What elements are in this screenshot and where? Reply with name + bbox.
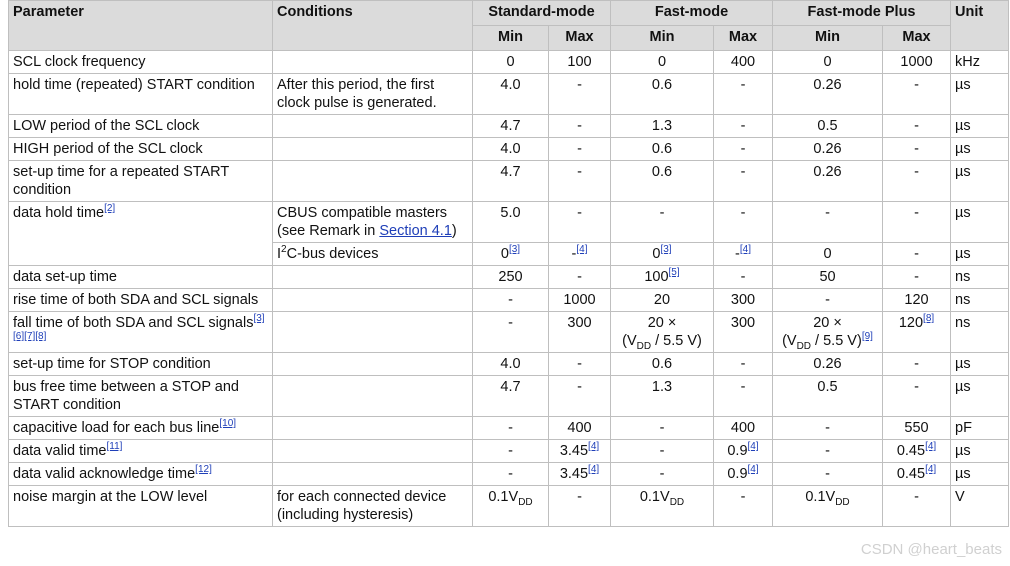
- header-min: Min: [773, 26, 883, 51]
- cell-fmplus-max: -: [883, 115, 951, 138]
- footnote-link[interactable]: [4]: [747, 464, 759, 476]
- cell-parameter: [9, 440, 273, 463]
- footnote-link[interactable]: [3]: [660, 244, 672, 256]
- cell-fast-max: 300: [714, 289, 773, 312]
- cell-fmplus-max: [883, 312, 951, 353]
- value: 3.45: [559, 443, 589, 459]
- cell-parameter: HIGH period of the SCL clock: [9, 138, 273, 161]
- table-row: [9, 463, 1009, 486]
- cell-conditions: [273, 115, 473, 138]
- cell-std-min: [473, 486, 549, 527]
- formula-open: (V: [622, 333, 637, 349]
- cell-std-max: 1000: [549, 289, 611, 312]
- subscript: DD: [669, 496, 685, 508]
- cell-conditions: [273, 353, 473, 376]
- cell-std-min: 5.0: [473, 202, 549, 243]
- cell-unit: µs: [951, 440, 1009, 463]
- param-text: capacitive load for each bus line: [13, 420, 220, 436]
- cell-std-min: -: [473, 440, 549, 463]
- footnote-link[interactable]: [5]: [668, 267, 680, 279]
- footnote-link[interactable]: [3]: [508, 244, 521, 256]
- superscript: 2: [281, 244, 287, 256]
- cell-fmplus-min: [773, 486, 883, 527]
- cell-conditions: [273, 376, 473, 417]
- cond-text-end: C-bus devices: [286, 246, 379, 262]
- cell-conditions: [273, 266, 473, 289]
- cell-fmplus-min: 0.26: [773, 74, 883, 115]
- cell-fast-min: -: [611, 417, 714, 440]
- cell-fmplus-max: -: [883, 202, 951, 243]
- cell-fmplus-min: 0.26: [773, 353, 883, 376]
- cell-std-max: -: [549, 74, 611, 115]
- cell-parameter: rise time of both SDA and SCL signals: [9, 289, 273, 312]
- cell-fast-min: -: [611, 440, 714, 463]
- cell-fmplus-min: 0.26: [773, 138, 883, 161]
- cell-std-min: 250: [473, 266, 549, 289]
- table-row: [9, 202, 1009, 243]
- value: -: [571, 246, 577, 262]
- cell-fast-max: [714, 440, 773, 463]
- cell-parameter: bus free time between a STOP and START condition: [9, 376, 273, 417]
- cell-unit: pF: [951, 417, 1009, 440]
- value: 0.1V: [488, 489, 519, 505]
- i2c-timing-table: [8, 0, 1009, 527]
- cell-fmplus-min: -: [773, 440, 883, 463]
- footnote-link[interactable]: [10]: [219, 418, 237, 430]
- cell-fast-min: [611, 486, 714, 527]
- cell-fmplus-max: -: [883, 266, 951, 289]
- param-text: fall time of both SDA and SCL signals: [13, 315, 254, 331]
- cell-fast-max: [714, 463, 773, 486]
- cell-std-min: -: [473, 463, 549, 486]
- cell-std-max: 400: [549, 417, 611, 440]
- value: 0.45: [896, 466, 926, 482]
- cell-fast-min: [611, 243, 714, 266]
- table-row: [9, 51, 1009, 74]
- cell-std-max: -: [549, 486, 611, 527]
- header-max: Max: [549, 26, 611, 51]
- table-row: [9, 376, 1009, 417]
- cell-fmplus-max: [883, 463, 951, 486]
- cell-fmplus-min: -: [773, 202, 883, 243]
- cell-conditions: [273, 312, 473, 353]
- cell-unit: ns: [951, 289, 1009, 312]
- value: -: [735, 246, 740, 262]
- cell-std-max: 100: [549, 51, 611, 74]
- footnote-link[interactable]: [4]: [739, 244, 751, 256]
- param-text: data hold time: [13, 205, 105, 221]
- header-min: Min: [611, 26, 714, 51]
- formula-close: / 5.5 V): [811, 333, 862, 349]
- cell-parameter: noise margin at the LOW level: [9, 486, 273, 527]
- cell-std-max: [549, 463, 611, 486]
- cell-std-max: -: [549, 202, 611, 243]
- cell-fmplus-min: 0.5: [773, 115, 883, 138]
- section-link[interactable]: Section 4.1: [379, 223, 452, 239]
- cell-fmplus-max: -: [883, 243, 951, 266]
- value: 3.45: [559, 466, 589, 482]
- cell-unit: µs: [951, 161, 1009, 202]
- cell-std-min: 4.0: [473, 74, 549, 115]
- cell-fast-min: -: [611, 463, 714, 486]
- table-row: [9, 161, 1009, 202]
- cell-std-max: -: [549, 115, 611, 138]
- cell-fast-max: [714, 243, 773, 266]
- cell-fast-min: 0.6: [611, 138, 714, 161]
- cell-std-min: -: [473, 289, 549, 312]
- cell-std-max: [549, 440, 611, 463]
- cell-fast-min: 1.3: [611, 115, 714, 138]
- cell-fmplus-min: -: [773, 289, 883, 312]
- formula-close: / 5.5 V): [651, 333, 702, 349]
- cell-parameter: data set-up time: [9, 266, 273, 289]
- formula-line1: 20 ×: [813, 315, 842, 331]
- table-row: [9, 486, 1009, 527]
- cell-fmplus-max: -: [883, 353, 951, 376]
- cell-std-max: -: [549, 376, 611, 417]
- cell-fmplus-min: 0: [773, 243, 883, 266]
- cell-conditions: [273, 440, 473, 463]
- cell-conditions: [273, 463, 473, 486]
- cell-fast-max: -: [714, 115, 773, 138]
- cell-unit: µs: [951, 202, 1009, 243]
- table-row: [9, 353, 1009, 376]
- cell-fast-max: 400: [714, 417, 773, 440]
- cell-std-min: -: [473, 417, 549, 440]
- cell-std-max: -: [549, 161, 611, 202]
- cell-parameter: LOW period of the SCL clock: [9, 115, 273, 138]
- header-conditions: Conditions: [273, 1, 473, 51]
- cell-fast-min: [611, 266, 714, 289]
- cell-conditions: [273, 138, 473, 161]
- cell-unit: µs: [951, 243, 1009, 266]
- footnote-link[interactable]: [4]: [747, 441, 759, 453]
- cell-fast-max: -: [714, 202, 773, 243]
- cell-fmplus-max: -: [883, 161, 951, 202]
- header-fast-mode-plus: Fast-mode Plus: [773, 1, 951, 26]
- cell-std-min: [473, 243, 549, 266]
- value: 120: [898, 315, 924, 331]
- cell-fmplus-min: 0.5: [773, 376, 883, 417]
- formula-line1: 20 ×: [647, 315, 677, 331]
- cell-fmplus-max: [883, 440, 951, 463]
- cell-fmplus-min: 0: [773, 51, 883, 74]
- cell-fast-max: -: [714, 376, 773, 417]
- cell-unit: µs: [951, 138, 1009, 161]
- cell-std-min: 4.7: [473, 115, 549, 138]
- cell-unit: V: [951, 486, 1009, 527]
- cell-fmplus-max: -: [883, 486, 951, 527]
- cell-fast-min: [611, 312, 714, 353]
- header-standard-mode: Standard-mode: [473, 1, 611, 26]
- cell-fast-max: -: [714, 486, 773, 527]
- cell-conditions: for each connected device (including hysteresis): [273, 486, 473, 527]
- cell-fmplus-max: -: [883, 74, 951, 115]
- footnote-link[interactable]: [8]: [923, 313, 935, 325]
- cell-unit: µs: [951, 376, 1009, 417]
- cond-text: CBUS compatible masters (see Remark in: [277, 205, 448, 239]
- table-row: [9, 440, 1009, 463]
- value: 0: [652, 246, 661, 262]
- cell-conditions: [273, 161, 473, 202]
- cell-fast-min: 20: [611, 289, 714, 312]
- cell-std-min: 4.7: [473, 161, 549, 202]
- header-min: Min: [473, 26, 549, 51]
- cell-fast-min: -: [611, 202, 714, 243]
- cell-fmplus-max: -: [883, 376, 951, 417]
- cell-parameter: [9, 202, 273, 266]
- table-row: [9, 266, 1009, 289]
- table-row: [9, 115, 1009, 138]
- cell-fmplus-min: 50: [773, 266, 883, 289]
- cell-parameter: set-up time for STOP condition: [9, 353, 273, 376]
- value: 0.9: [727, 466, 748, 482]
- cell-std-min: -: [473, 312, 549, 353]
- cell-fast-max: -: [714, 74, 773, 115]
- footnote-link[interactable]: [4]: [925, 464, 937, 476]
- cell-fmplus-max: 550: [883, 417, 951, 440]
- watermark: CSDN @heart_beats: [860, 541, 1002, 558]
- cell-fast-min: 1.3: [611, 376, 714, 417]
- footnote-link[interactable]: [3][6][7][8]: [13, 313, 265, 343]
- cell-fmplus-min: -: [773, 417, 883, 440]
- value: 0.1V: [805, 489, 836, 505]
- cell-unit: µs: [951, 74, 1009, 115]
- cell-fmplus-max: 1000: [883, 51, 951, 74]
- cell-fast-max: -: [714, 353, 773, 376]
- cell-conditions: After this period, the first clock pulse is generated.: [273, 74, 473, 115]
- cell-fast-min: 0.6: [611, 161, 714, 202]
- value: 0.1V: [639, 489, 670, 505]
- value: 0.9: [727, 443, 748, 459]
- footnote-link[interactable]: [11]: [106, 441, 123, 453]
- cell-std-max: -: [549, 266, 611, 289]
- cell-std-min: 4.7: [473, 376, 549, 417]
- formula-open: (V: [782, 333, 797, 349]
- cell-conditions: [273, 289, 473, 312]
- footnote-link[interactable]: [2]: [104, 203, 116, 215]
- cell-parameter: set-up time for a repeated START condition: [9, 161, 273, 202]
- cell-parameter: SCL clock frequency: [9, 51, 273, 74]
- cell-parameter: hold time (repeated) START condition: [9, 74, 273, 115]
- cell-conditions: [273, 243, 473, 266]
- cell-unit: µs: [951, 115, 1009, 138]
- cell-std-max: -: [549, 353, 611, 376]
- cell-unit: ns: [951, 266, 1009, 289]
- cond-text: I: [277, 246, 282, 262]
- value: 0: [500, 246, 509, 262]
- subscript: DD: [835, 496, 850, 508]
- cell-fast-max: -: [714, 266, 773, 289]
- cell-fmplus-min: 0.26: [773, 161, 883, 202]
- cond-text-end: ): [451, 223, 457, 239]
- header-fast-mode: Fast-mode: [611, 1, 773, 26]
- cell-fmplus-min: -: [773, 463, 883, 486]
- cell-parameter: [9, 417, 273, 440]
- header-unit: Unit: [951, 1, 1009, 51]
- cell-fast-min: 0.6: [611, 74, 714, 115]
- cell-fast-max: 400: [714, 51, 773, 74]
- cell-std-min: 4.0: [473, 138, 549, 161]
- cell-std-max: [549, 243, 611, 266]
- cell-std-min: 4.0: [473, 353, 549, 376]
- cell-unit: µs: [951, 463, 1009, 486]
- table-row: [9, 138, 1009, 161]
- footnote-link[interactable]: [4]: [588, 464, 600, 476]
- header-max: Max: [714, 26, 773, 51]
- param-text: data valid time: [13, 443, 107, 459]
- subscript: DD: [636, 340, 652, 352]
- cell-fast-max: 300: [714, 312, 773, 353]
- table-row: [9, 289, 1009, 312]
- cell-fast-max: -: [714, 161, 773, 202]
- cell-fmplus-min: [773, 312, 883, 353]
- cell-fast-max: -: [714, 138, 773, 161]
- table-row: [9, 312, 1009, 353]
- cell-parameter: [9, 312, 273, 353]
- header-row-groups: [9, 1, 1009, 26]
- footnote-link[interactable]: [9]: [861, 331, 873, 343]
- cell-parameter: [9, 463, 273, 486]
- header-parameter: Parameter: [9, 1, 273, 51]
- cell-std-max: 300: [549, 312, 611, 353]
- subscript: DD: [796, 340, 812, 352]
- table-row: [9, 74, 1009, 115]
- cell-unit: kHz: [951, 51, 1009, 74]
- cell-fast-min: 0: [611, 51, 714, 74]
- value: 100: [644, 269, 669, 285]
- value: 0.45: [896, 443, 926, 459]
- subscript: DD: [518, 496, 533, 508]
- cell-unit: µs: [951, 353, 1009, 376]
- cell-conditions: [273, 417, 473, 440]
- header-max: Max: [883, 26, 951, 51]
- cell-std-max: -: [549, 138, 611, 161]
- cell-std-min: 0: [473, 51, 549, 74]
- cell-unit: ns: [951, 312, 1009, 353]
- footnote-link[interactable]: [4]: [588, 441, 600, 453]
- footnote-link[interactable]: [12]: [195, 464, 212, 476]
- cell-fmplus-max: 120: [883, 289, 951, 312]
- footnote-link[interactable]: [4]: [925, 441, 937, 453]
- footnote-link[interactable]: [4]: [576, 244, 588, 256]
- cell-conditions: [273, 51, 473, 74]
- table-row: [9, 417, 1009, 440]
- param-text: data valid acknowledge time: [13, 466, 196, 482]
- cell-conditions: [273, 202, 473, 243]
- cell-fmplus-max: -: [883, 138, 951, 161]
- cell-fast-min: 0.6: [611, 353, 714, 376]
